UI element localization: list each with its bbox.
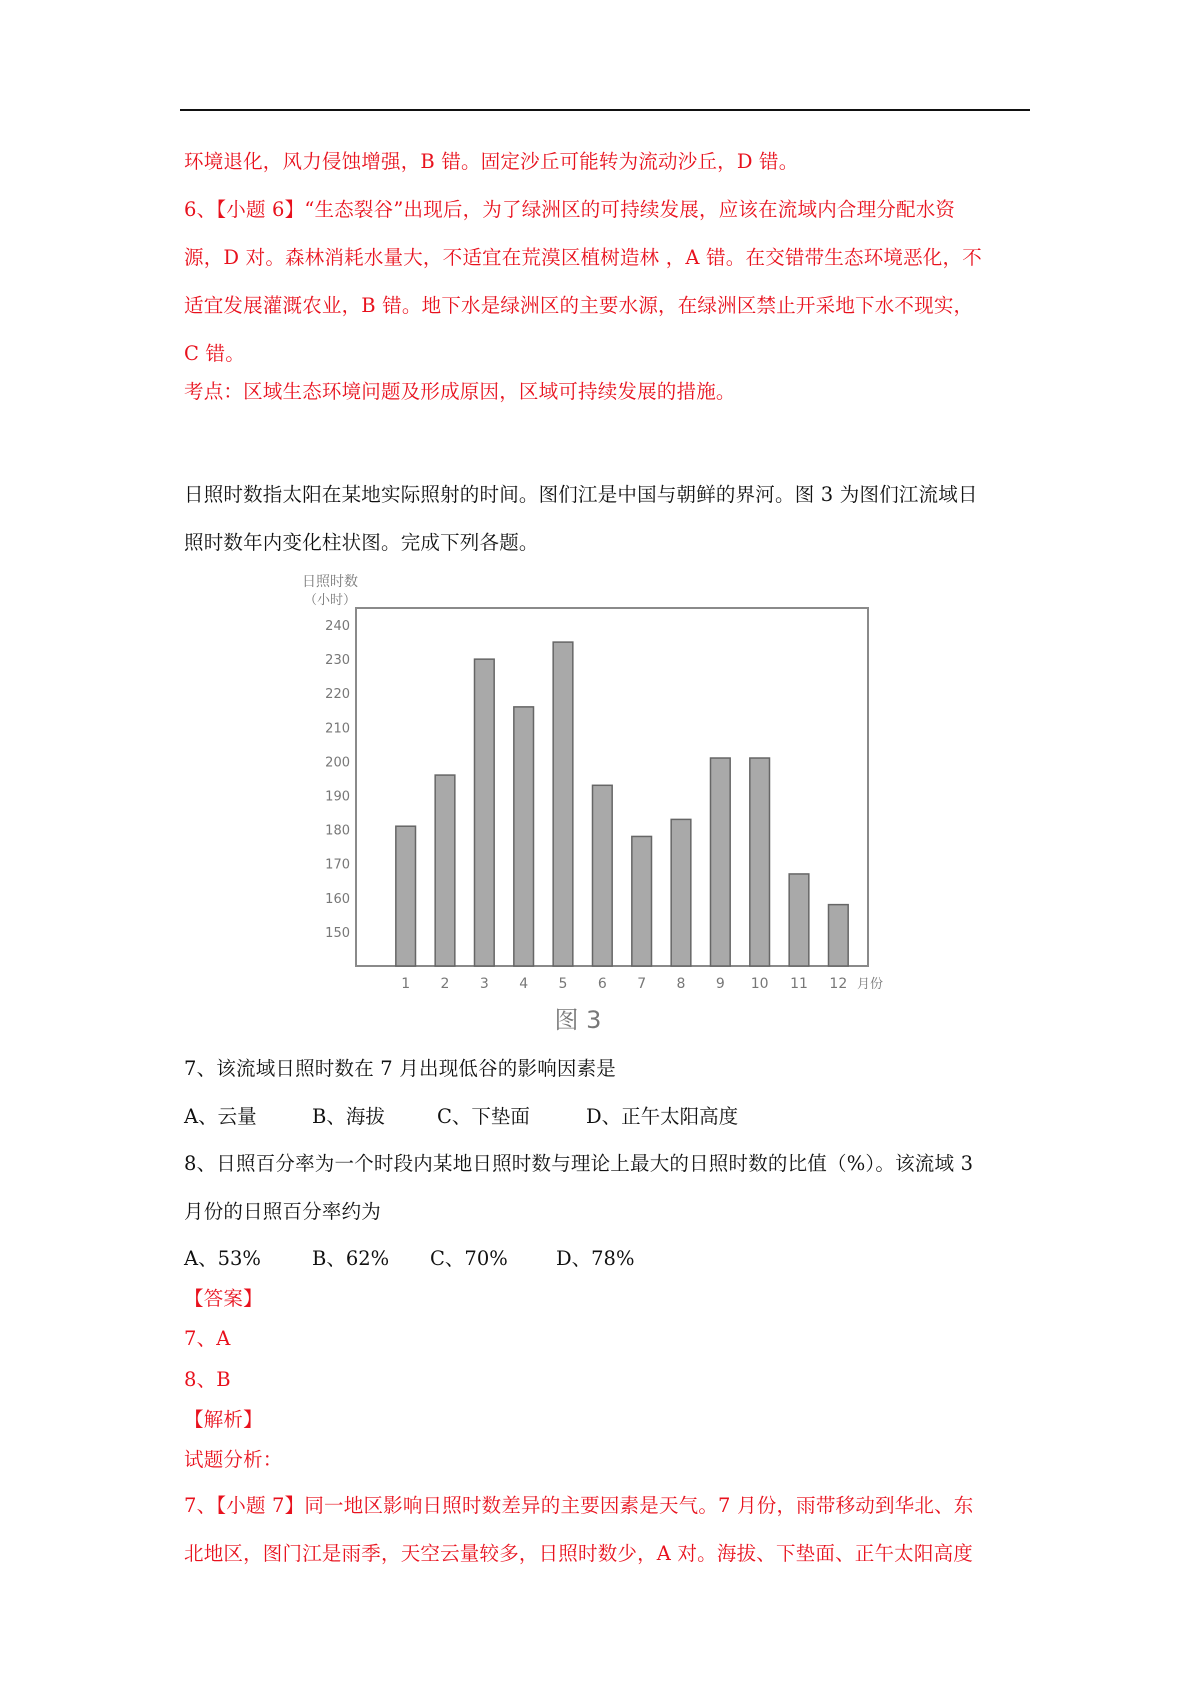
y-tick-label: 190 — [325, 789, 350, 805]
text-line: C 错。 — [184, 342, 245, 365]
y-tick-label: 240 — [325, 619, 350, 635]
x-tick-label: 3 — [479, 976, 489, 992]
bar-7 — [632, 836, 652, 966]
x-tick-label: 6 — [597, 976, 607, 992]
header-rule — [180, 109, 1030, 111]
analysis-heading: 【解析】 — [184, 1408, 263, 1431]
bar-9 — [711, 758, 731, 966]
analysis-line: 7、【小题 7】同一地区影响日照时数差异的主要因素是天气。7 月份，雨带移动到华北、东 — [184, 1494, 974, 1517]
y-tick-label: 220 — [325, 687, 350, 703]
x-tick-label: 12 — [829, 976, 848, 992]
x-tick-label: 11 — [790, 976, 808, 992]
q8-option-d: D、78% — [556, 1247, 635, 1270]
analysis-intro: 试题分析： — [184, 1448, 283, 1471]
text-line: 适宜发展灌溉农业，B 错。地下水是绿洲区的主要水源，在绿洲区禁止开采地下水不现实， — [184, 294, 974, 317]
question-8: 月份的日照百分率约为 — [184, 1200, 382, 1223]
bar-3 — [475, 659, 495, 966]
keypoint-line: 考点：区域生态环境问题及形成原因，区域可持续发展的措施。 — [184, 380, 736, 403]
bar-12 — [829, 905, 849, 966]
figure-caption: 图 3 — [554, 1006, 602, 1034]
y-tick-label: 200 — [325, 755, 350, 771]
text-line: 6、【小题 6】“生态裂谷”出现后，为了绿洲区的可持续发展，应该在流域内合理分配水资 — [184, 198, 956, 221]
y-tick-label: 150 — [325, 925, 350, 941]
answer-8: 8、B — [184, 1368, 231, 1391]
q7-option-d: D、正午太阳高度 — [586, 1105, 739, 1128]
bar-5 — [553, 642, 573, 966]
y-tick-label: 170 — [325, 857, 350, 873]
bar-8 — [671, 819, 691, 966]
q8-option-a: A、53% — [184, 1247, 261, 1270]
x-axis-label: 月份 — [856, 977, 884, 992]
q7-option-b: B、海拔 — [312, 1105, 385, 1128]
y-tick-label: 230 — [325, 653, 350, 669]
x-tick-label: 4 — [519, 976, 529, 992]
bar-2 — [435, 775, 455, 966]
bar-6 — [593, 785, 613, 966]
text-line: 环境退化，风力侵蚀增强，B 错。固定沙丘可能转为流动沙丘，D 错。 — [184, 150, 799, 173]
x-tick-label: 1 — [401, 976, 411, 992]
q7-option-a: A、云量 — [184, 1105, 257, 1128]
y-tick-label: 160 — [325, 891, 350, 907]
intro-line: 照时数年内变化柱状图。完成下列各题。 — [184, 531, 539, 554]
x-tick-label: 2 — [440, 976, 450, 992]
y-tick-label: 210 — [325, 721, 350, 737]
bar-4 — [514, 707, 534, 966]
x-tick-label: 5 — [558, 976, 568, 992]
x-tick-label: 8 — [676, 976, 686, 992]
answer-7: 7、A — [184, 1327, 231, 1350]
intro-line: 日照时数指太阳在某地实际照射的时间。图们江是中国与朝鲜的界河。图 3 为图们江流域日 — [184, 483, 978, 506]
q7-option-c: C、下垫面 — [437, 1105, 530, 1128]
text-line: 源，D 对。森林消耗水量大，不适宜在荒漠区植树造林 ，A 错。在交错带生态环境恶化，不 — [184, 246, 982, 269]
question-8: 8、日照百分率为一个时段内某地日照时数与理论上最大的日照时数的比值（%）。该流域 3 — [184, 1152, 974, 1175]
sunshine-bar-chart — [300, 572, 890, 1042]
analysis-line: 北地区，图门江是雨季，天空云量较多，日照时数少，A 对。海拔、下垫面、正午太阳高度 — [184, 1542, 973, 1565]
x-tick-label: 9 — [715, 976, 725, 992]
answer-heading: 【答案】 — [184, 1287, 263, 1310]
bar-1 — [396, 826, 416, 966]
y-tick-label: 180 — [325, 823, 350, 839]
question-7: 7、该流域日照时数在 7 月出现低谷的影响因素是 — [184, 1057, 617, 1080]
y-axis-label: 日照时数 — [302, 574, 358, 590]
y-axis-unit: （小时） — [303, 593, 357, 608]
q8-option-c: C、70% — [430, 1247, 508, 1270]
q8-option-b: B、62% — [312, 1247, 390, 1270]
bar-10 — [750, 758, 770, 966]
x-tick-label: 10 — [750, 976, 769, 992]
x-tick-label: 7 — [637, 976, 647, 992]
bar-11 — [789, 874, 809, 966]
